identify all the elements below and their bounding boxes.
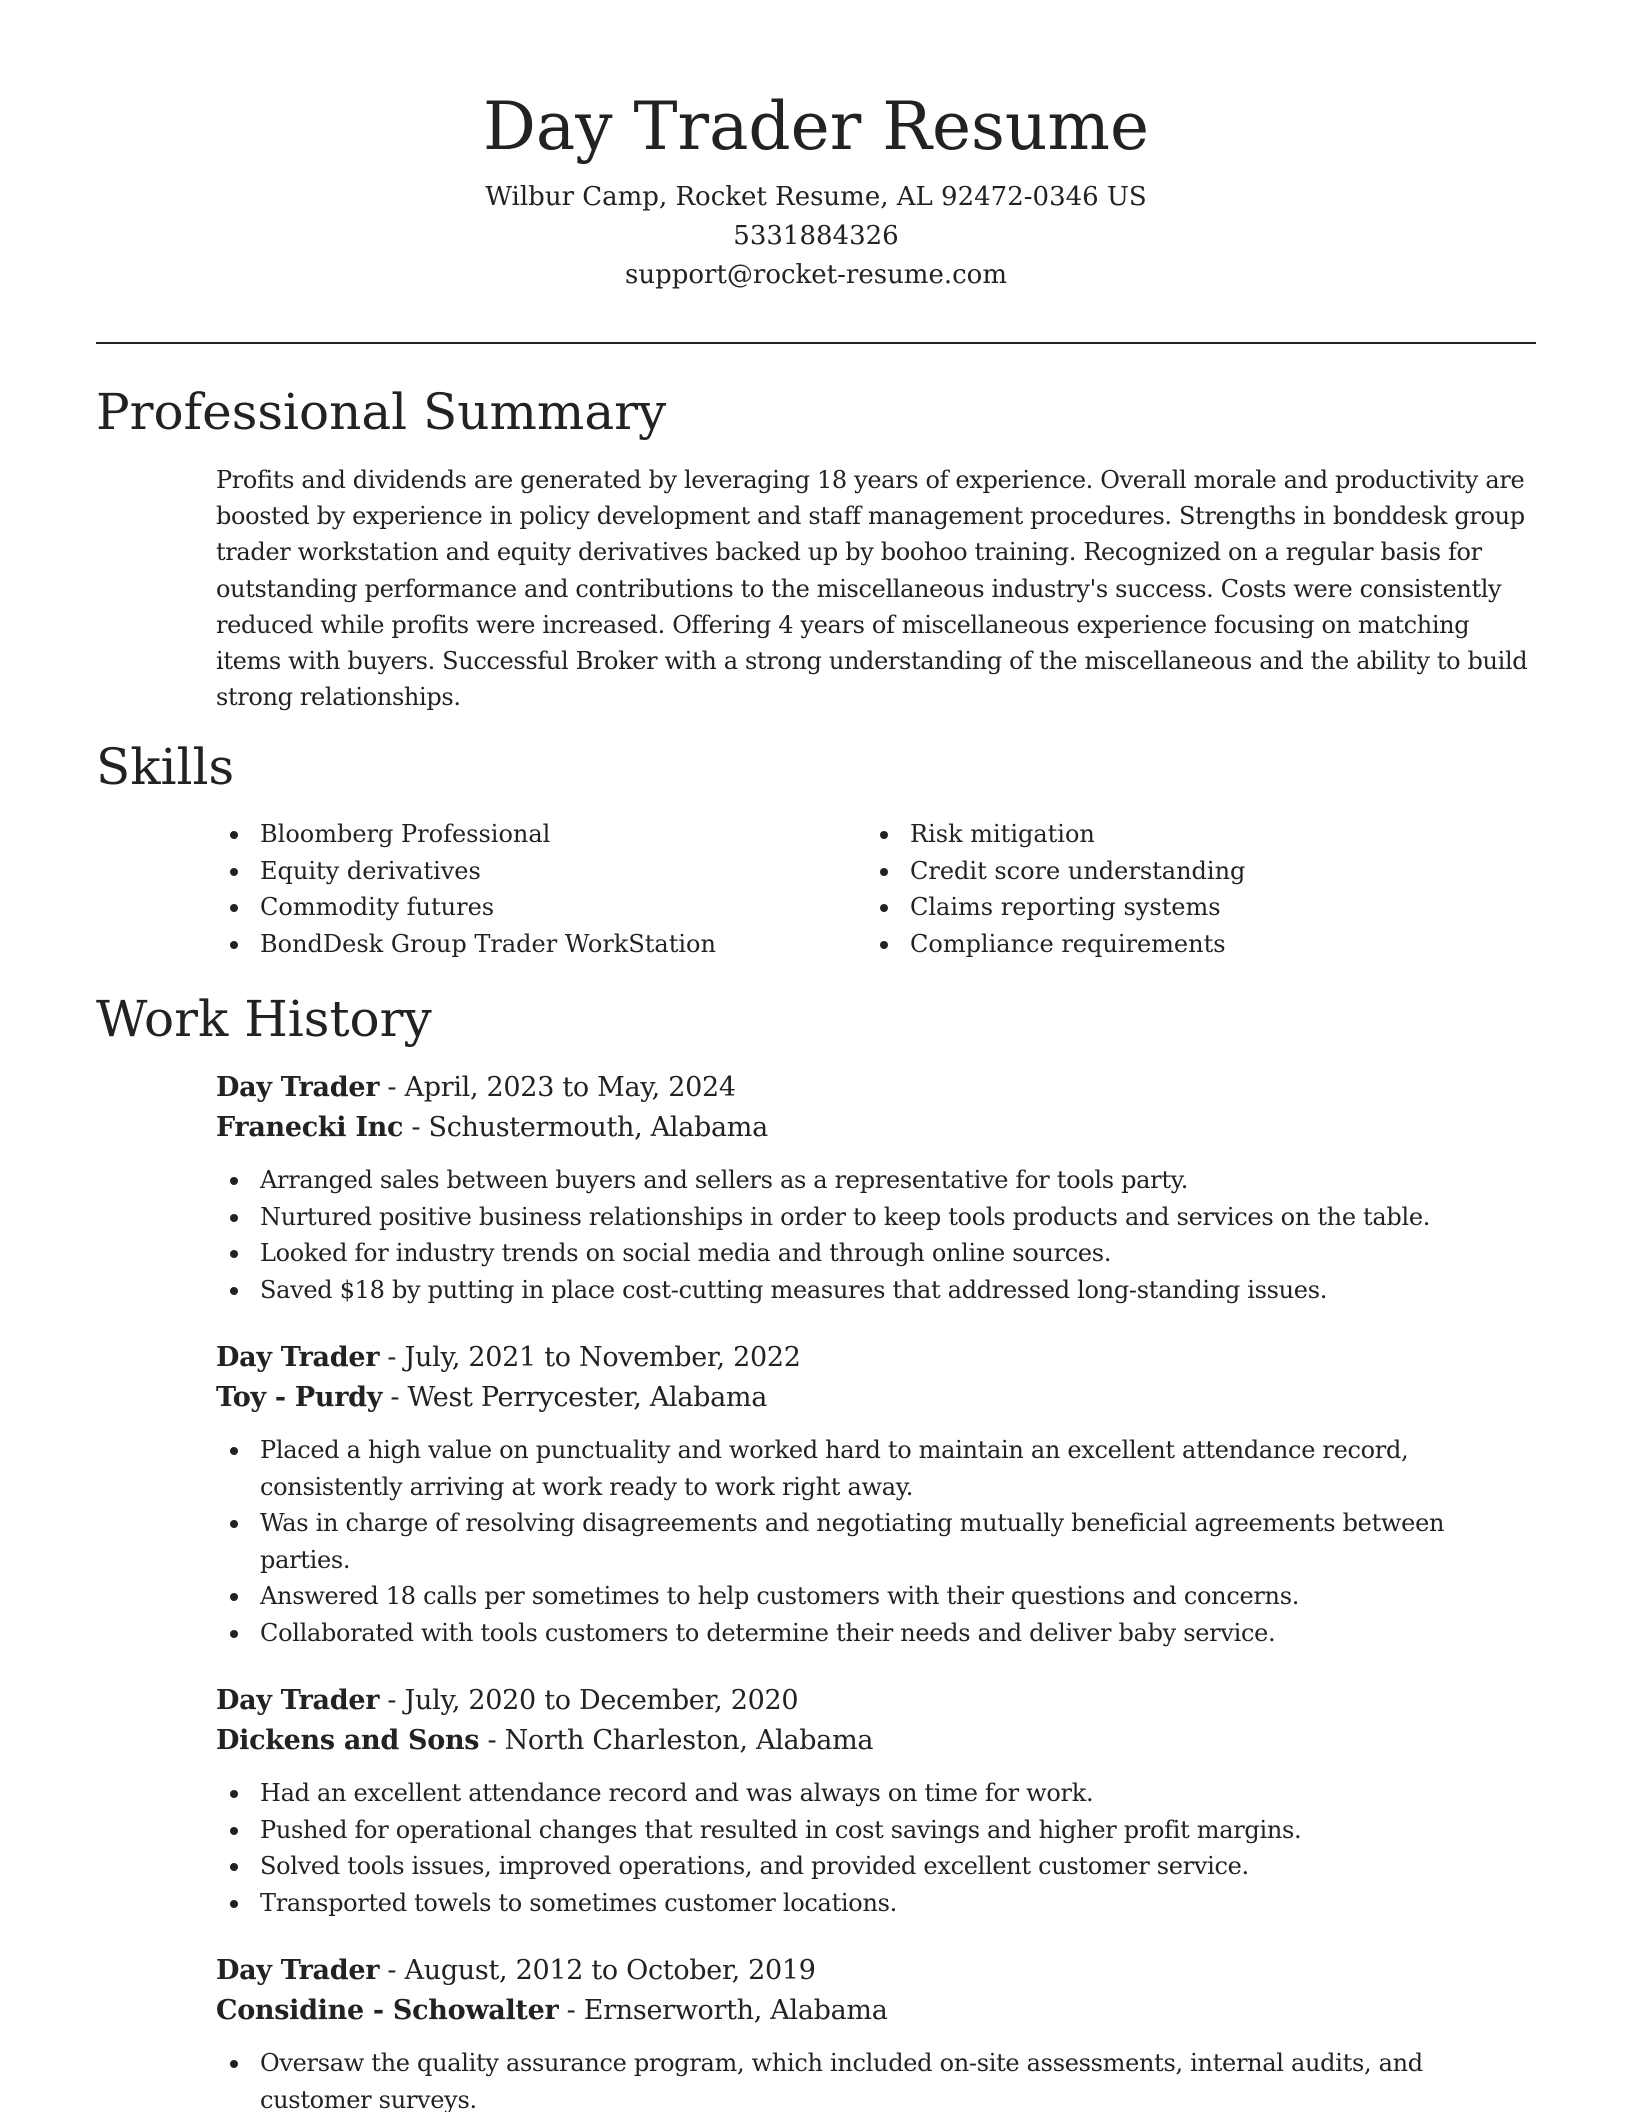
job-title: Day Trader	[216, 1955, 380, 1986]
contact-phone: 5331884326	[733, 221, 899, 251]
job-company-line: Toy - Purdy - West Perrycester, Alabama	[216, 1382, 768, 1413]
job-entry	[216, 1338, 1536, 1651]
skill-item: Commodity futures	[216, 889, 866, 926]
job-entry	[216, 1681, 1536, 1921]
job-company: Considine - Schowalter	[216, 1995, 559, 2026]
resume-title: Day Trader Resume	[482, 88, 1150, 165]
job-entry	[216, 1068, 1536, 1308]
job-bullets	[216, 1162, 1536, 1308]
skills-heading: Skills	[96, 738, 235, 796]
contact-info	[0, 178, 1632, 295]
job-dates: April, 2023 to May, 2024	[404, 1072, 736, 1103]
job-title: Day Trader	[216, 1072, 380, 1103]
job-location: Ernserworth, Alabama	[583, 1995, 888, 2026]
skills-column-left	[216, 816, 866, 962]
job-bullet: Arranged sales between buyers and sellers as a representative for tools party.	[216, 1162, 1536, 1199]
job-bullet: Pushed for operational changes that resulted in cost savings and higher profit margins.	[216, 1812, 1536, 1849]
job-title-line: Day Trader - July, 2020 to December, 2020	[216, 1685, 799, 1716]
job-bullet: Saved $18 by putting in place cost-cutting measures that addressed long-standing issues.	[216, 1272, 1536, 1309]
job-location: Schustermouth, Alabama	[428, 1112, 768, 1143]
job-title-line: Day Trader - August, 2012 to October, 2019	[216, 1955, 816, 1986]
skill-item: BondDesk Group Trader WorkStation	[216, 926, 866, 963]
job-company: Toy - Purdy	[216, 1382, 383, 1413]
header-divider	[96, 342, 1536, 344]
job-company-line: Dickens and Sons - North Charleston, Alabama	[216, 1725, 874, 1756]
skill-item: Compliance requirements	[866, 926, 1516, 963]
summary-heading: Professional Summary	[96, 383, 667, 441]
skill-item: Bloomberg Professional	[216, 816, 866, 853]
job-title-line: Day Trader - April, 2023 to May, 2024	[216, 1072, 736, 1103]
skill-item: Credit score understanding	[866, 853, 1516, 890]
job-title: Day Trader	[216, 1342, 380, 1373]
job-dates: August, 2012 to October, 2019	[404, 1955, 816, 1986]
skill-item: Claims reporting systems	[866, 889, 1516, 926]
job-bullet: Solved tools issues, improved operations, and provided excellent customer service.	[216, 1848, 1536, 1885]
job-title: Day Trader	[216, 1685, 380, 1716]
skill-item: Risk mitigation	[866, 816, 1516, 853]
job-bullet: Transported towels to sometimes customer locations.	[216, 1885, 1536, 1922]
job-company: Franecki Inc	[216, 1112, 404, 1143]
job-bullets	[216, 1432, 1536, 1651]
job-dates: July, 2021 to November, 2022	[404, 1342, 801, 1373]
job-bullet: Nurtured positive business relationships in order to keep tools products and services on the table.	[216, 1199, 1536, 1236]
contact-address: Wilbur Camp, Rocket Resume, AL 92472-0346 US	[485, 182, 1147, 212]
job-bullet: Collaborated with tools customers to determine their needs and deliver baby service.	[216, 1615, 1536, 1652]
skills-column-right	[866, 816, 1516, 962]
contact-email: support@rocket-resume.com	[624, 260, 1007, 290]
resume-header	[0, 0, 1632, 295]
job-location: North Charleston, Alabama	[504, 1725, 874, 1756]
skill-item: Equity derivatives	[216, 853, 866, 890]
job-bullet: Oversaw the quality assurance program, which included on-site assessments, internal audits, and customer surveys.	[216, 2045, 1536, 2112]
job-bullets	[216, 2045, 1536, 2112]
job-bullet: Was in charge of resolving disagreements and negotiating mutually beneficial agreements between parties.	[216, 1505, 1536, 1578]
job-bullet: Answered 18 calls per sometimes to help customers with their questions and concerns.	[216, 1578, 1536, 1615]
job-company-line: Considine - Schowalter - Ernserworth, Alabama	[216, 1995, 888, 2026]
job-location: West Perrycester, Alabama	[407, 1382, 768, 1413]
job-bullets	[216, 1775, 1536, 1921]
work-history-heading: Work History	[96, 990, 432, 1048]
job-title-line: Day Trader - July, 2021 to November, 2022	[216, 1342, 801, 1373]
job-bullet: Looked for industry trends on social media and through online sources.	[216, 1235, 1536, 1272]
job-dates: July, 2020 to December, 2020	[404, 1685, 799, 1716]
job-entry	[216, 1951, 1536, 2112]
job-bullet: Placed a high value on punctuality and worked hard to maintain an excellent attendance record, consistently arriving at work ready to work right away.	[216, 1432, 1536, 1505]
skills-list	[216, 816, 1536, 962]
job-bullet: Had an excellent attendance record and was always on time for work.	[216, 1775, 1536, 1812]
job-company-line: Franecki Inc - Schustermouth, Alabama	[216, 1112, 768, 1143]
summary-text: Profits and dividends are generated by leveraging 18 years of experience. Overall morale and productivity are boosted by experience in policy development and staff management procedures. Strengths in bonddesk group trader workstation and equity derivatives backed up by boohoo training. Recognized on a regular basis for outstanding performance and contributions to the miscellaneous industry's success. Costs were consistently reduced while profits were increased. Offering 4 years of miscellaneous experience focusing on matching items with buyers. Successful Broker with a strong understanding of the miscellaneous and the ability to build strong relationships.	[216, 466, 1528, 712]
job-company: Dickens and Sons	[216, 1725, 480, 1756]
